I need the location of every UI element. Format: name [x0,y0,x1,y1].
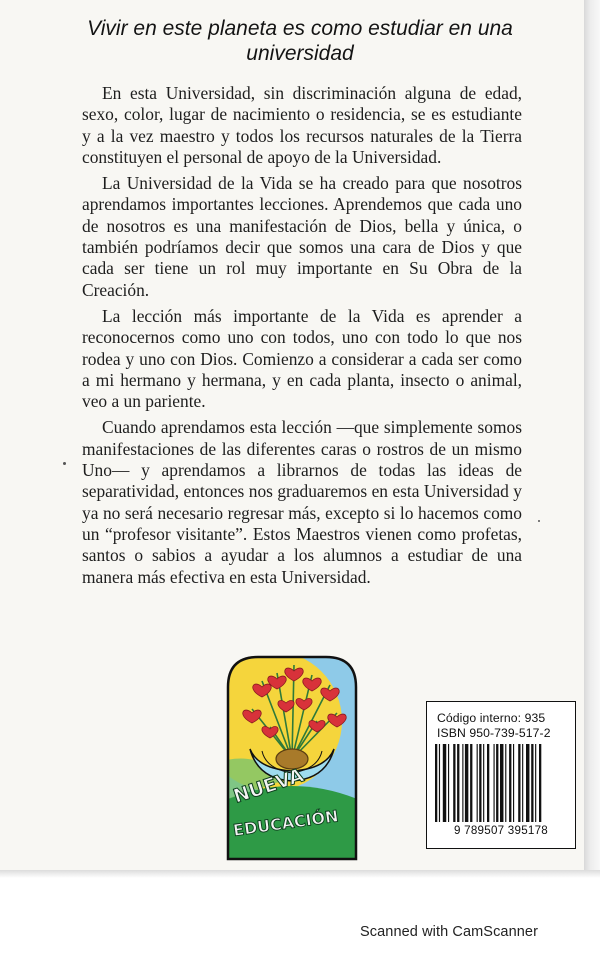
blurb-paragraph-4: Cuando aprendamos esta lección —que simplemente somos manifestaciones de las diferentes caras o rostros de un mismo Uno— y aprendamos a librarnos de todas las ideas de separatividad, entonces nos graduaremos en esta Universidad y ya no será necesario regresar más, excepto si lo hacemos como un “profesor visitante”. Estos Maestros vienen como profetas, santos o sabios a ayudar a los alumnos a estudiar de una manera más efectiva en esta Universidad. [82,417,522,587]
scanner-watermark: Scanned with CamScanner [360,924,539,940]
scan-speck [538,520,540,522]
logo-text-nueva: NUEVA [230,764,307,808]
nueva-educacion-logo [222,651,362,865]
blurb-text [82,83,522,593]
barcode-label [426,701,576,849]
blurb-paragraph-1: En esta Universidad, sin discriminación alguna de edad, sexo, color, lugar de nacimiento o residencia, se es estudiante y a la vez maestro y todos los recursos naturales de la Tierra constituyen el personal de apoyo de la Universidad. [82,83,522,167]
page-edge [584,0,600,876]
scan-speck [63,462,66,465]
cover-title: Vivir en este planeta es como estudiar en una universidad [87,17,513,65]
barcode-bars [435,744,567,822]
isbn-text: ISBN 950-739-517-2 [437,726,551,740]
blurb-paragraph-3: La lección más importante de la Vida es aprender a reconocernos como uno con todos, uno con todo lo que nos rodea y uno con Dios. Comienzo a considerar a cada ser como a mi hermano y hermana, y en cada planta, insecto o animal, veo a un pariente. [82,305,522,412]
logo-text-educacion: EDUCACIÓN [231,806,340,840]
internal-code: Código interno: 935 [437,711,546,725]
blurb-paragraph-2: La Universidad de la Vida se ha creado para que nosotros aprendamos importantes lecciones. Aprendemos que cada uno de nosotros es una manifestación de Dios, bella y única, o también podríamos decir que somos una cara de Dios y que cada ser tiene un rol muy importante en Su Obra de la Creación. [82,173,522,300]
page-bottom-shadow [0,870,600,878]
barcode-digits: 9 789507 395178 [453,824,548,837]
